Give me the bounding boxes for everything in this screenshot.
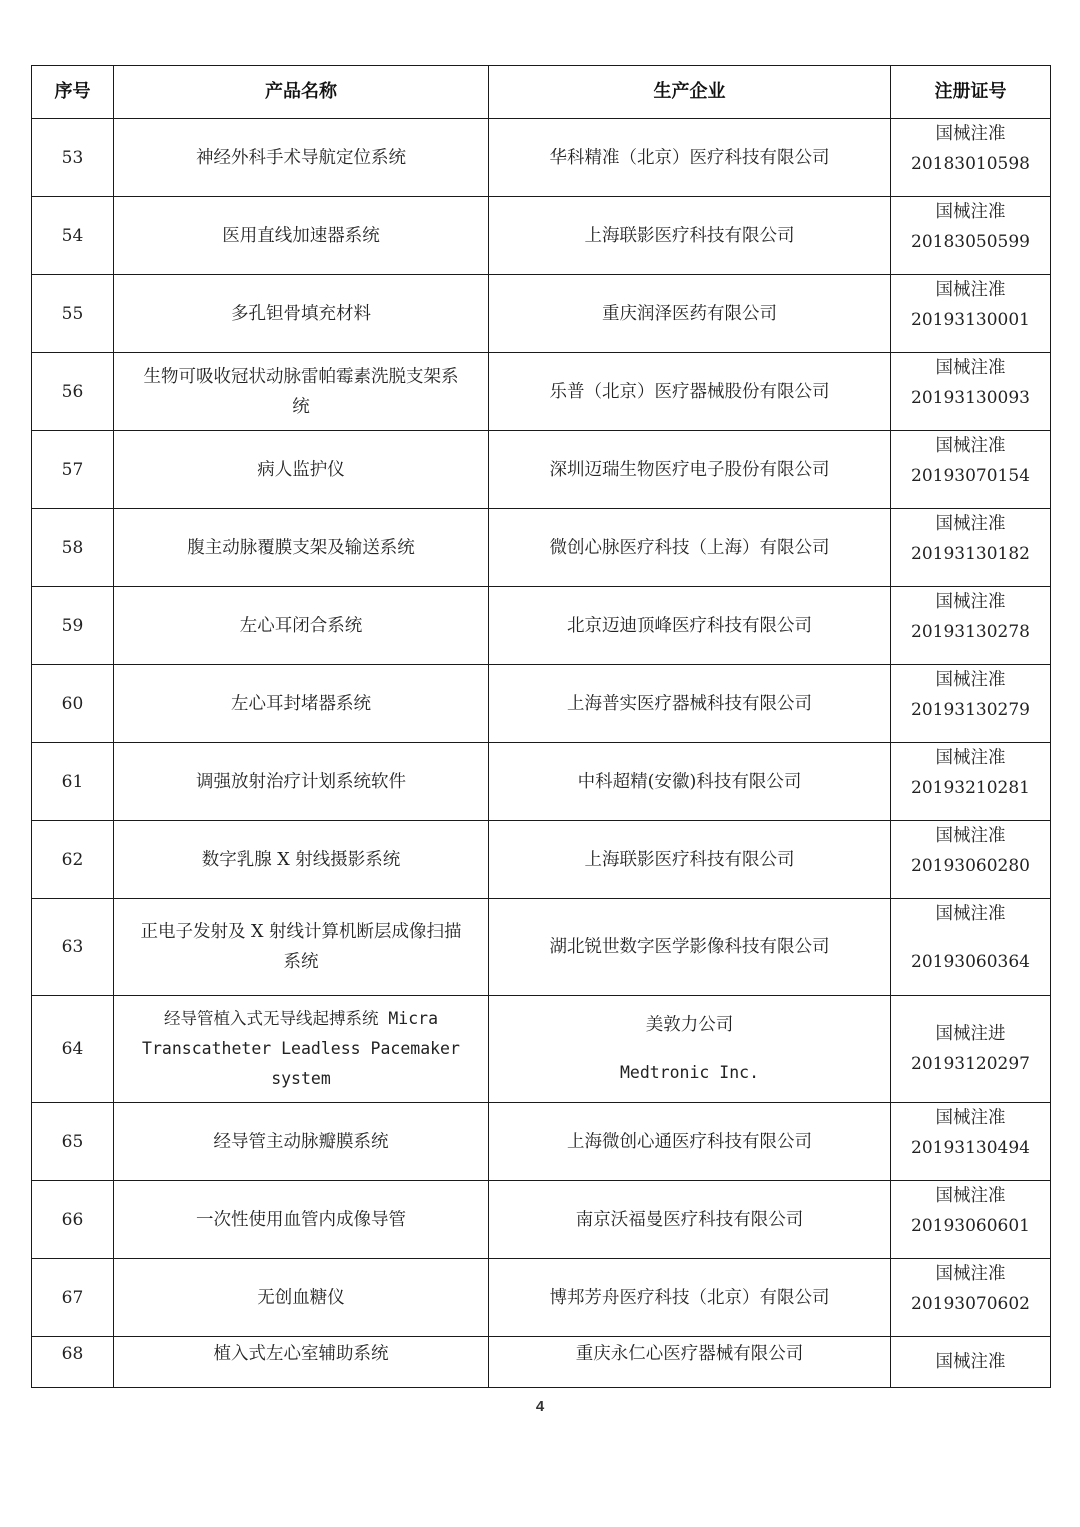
reg-number: 20193130182: [911, 544, 1030, 564]
row-company: 重庆润泽医药有限公司: [489, 275, 891, 353]
reg-prefix: 国械注准: [935, 124, 1006, 144]
table-row: [32, 899, 1051, 996]
table-row: [32, 1259, 1051, 1337]
product-line: 经导管植入式无导线起搏系统 Micra: [163, 1009, 439, 1028]
row-product: [114, 996, 489, 1103]
row-product: 调强放射治疗计划系统软件: [114, 743, 489, 821]
row-seq: 59: [32, 587, 114, 665]
table-row: [32, 509, 1051, 587]
row-seq: 65: [32, 1103, 114, 1181]
table-row: [32, 119, 1051, 197]
row-company: 微创心脉医疗科技（上海）有限公司: [489, 509, 891, 587]
row-reg: [891, 665, 1051, 743]
reg-number: 20193130001: [911, 310, 1030, 330]
table-row: [32, 587, 1051, 665]
row-company: 上海联影医疗科技有限公司: [489, 197, 891, 275]
row-reg: [891, 275, 1051, 353]
row-product: 经导管主动脉瓣膜系统: [114, 1103, 489, 1181]
row-product: 病人监护仪: [114, 431, 489, 509]
reg-prefix: 国械注准: [935, 358, 1006, 378]
reg-number: 20183010598: [911, 154, 1030, 174]
reg-number: 20193060280: [911, 856, 1030, 876]
row-company: 中科超精(安徽)科技有限公司: [489, 743, 891, 821]
row-company: 华科精准（北京）医疗科技有限公司: [489, 119, 891, 197]
reg-number: 20193120297: [911, 1054, 1030, 1074]
row-company: 博邦芳舟医疗科技（北京）有限公司: [489, 1259, 891, 1337]
row-seq: 62: [32, 821, 114, 899]
row-seq: 67: [32, 1259, 114, 1337]
row-seq: 56: [32, 353, 114, 431]
reg-prefix: 国械注准: [935, 670, 1006, 690]
table-header-row: [32, 66, 1051, 119]
row-seq: 63: [32, 899, 114, 996]
table-row: [32, 1337, 1051, 1388]
reg-prefix: 国械注准: [935, 904, 1006, 924]
table-row: [32, 996, 1051, 1103]
product-line: system: [271, 1069, 331, 1088]
page-number: 4: [535, 1398, 545, 1415]
reg-number: 20193070154: [911, 466, 1030, 486]
reg-number: 20183050599: [911, 232, 1030, 252]
row-reg: [891, 509, 1051, 587]
reg-prefix: 国械注准: [935, 436, 1006, 456]
row-reg: [891, 1181, 1051, 1259]
header-company: 生产企业: [489, 66, 891, 119]
reg-prefix: 国械注准: [935, 280, 1006, 300]
row-seq: 54: [32, 197, 114, 275]
row-product: 无创血糖仪: [114, 1259, 489, 1337]
company-line: 美敦力公司: [645, 1015, 734, 1035]
header-product: 产品名称: [114, 66, 489, 119]
product-line: 正电子发射及 X 射线计算机断层成像扫描: [140, 922, 462, 942]
row-company: 深圳迈瑞生物医疗电子股份有限公司: [489, 431, 891, 509]
row-product: 腹主动脉覆膜支架及输送系统: [114, 509, 489, 587]
row-company: 上海微创心通医疗科技有限公司: [489, 1103, 891, 1181]
table-row: [32, 1103, 1051, 1181]
reg-prefix: 国械注准: [935, 826, 1006, 846]
row-seq: 68: [32, 1337, 114, 1388]
row-seq: 57: [32, 431, 114, 509]
row-reg: [891, 821, 1051, 899]
row-seq: 58: [32, 509, 114, 587]
row-reg: [891, 353, 1051, 431]
reg-number: 20193070602: [911, 1294, 1030, 1314]
reg-prefix: 国械注准: [935, 514, 1006, 534]
table-row: [32, 743, 1051, 821]
row-product: [114, 353, 489, 431]
row-product: 多孔钽骨填充材料: [114, 275, 489, 353]
table-row: [32, 665, 1051, 743]
row-company: 上海普实医疗器械科技有限公司: [489, 665, 891, 743]
reg-prefix: 国械注准: [935, 592, 1006, 612]
product-line: 生物可吸收冠状动脉雷帕霉素洗脱支架系: [143, 366, 459, 387]
row-company: 湖北锐世数字医学影像科技有限公司: [489, 899, 891, 996]
row-product: 数字乳腺 X 射线摄影系统: [114, 821, 489, 899]
row-seq: 66: [32, 1181, 114, 1259]
row-reg: [891, 899, 1051, 996]
row-reg: [891, 996, 1051, 1103]
reg-prefix: 国械注准: [935, 202, 1006, 222]
row-company: 乐普（北京）医疗器械股份有限公司: [489, 353, 891, 431]
reg-number: 20193060601: [911, 1216, 1030, 1236]
table-row: [32, 1181, 1051, 1259]
table-row: [32, 353, 1051, 431]
reg-prefix: 国械注准: [935, 1264, 1006, 1284]
row-reg: [891, 1259, 1051, 1337]
table-row: [32, 197, 1051, 275]
row-product: 一次性使用血管内成像导管: [114, 1181, 489, 1259]
reg-prefix: 国械注进: [935, 1024, 1006, 1044]
row-company: 上海联影医疗科技有限公司: [489, 821, 891, 899]
row-company: 北京迈迪顶峰医疗科技有限公司: [489, 587, 891, 665]
company-line: Medtronic Inc.: [619, 1063, 760, 1082]
row-reg: [891, 197, 1051, 275]
header-seq: 序号: [32, 66, 114, 119]
row-company: 南京沃福曼医疗科技有限公司: [489, 1181, 891, 1259]
product-line: 统: [292, 396, 310, 417]
row-reg: 国械注准: [891, 1337, 1051, 1388]
reg-number: 20193130279: [911, 700, 1030, 720]
reg-prefix: 国械注准: [935, 1108, 1006, 1128]
row-seq: 61: [32, 743, 114, 821]
row-product: 左心耳封堵器系统: [114, 665, 489, 743]
row-product: 神经外科手术导航定位系统: [114, 119, 489, 197]
reg-number: 20193210281: [911, 778, 1030, 798]
row-company: 重庆永仁心医疗器械有限公司: [489, 1337, 891, 1388]
row-reg: [891, 119, 1051, 197]
row-reg: [891, 587, 1051, 665]
row-seq: 55: [32, 275, 114, 353]
row-seq: 64: [32, 996, 114, 1103]
product-line: 系统: [283, 952, 319, 972]
product-line: Transcatheter Leadless Pacemaker: [142, 1039, 460, 1058]
row-product: 左心耳闭合系统: [114, 587, 489, 665]
reg-number: 20193130093: [911, 388, 1030, 408]
reg-number: 20193130494: [911, 1138, 1030, 1158]
row-reg: [891, 1103, 1051, 1181]
row-product: [114, 899, 489, 996]
row-product: 医用直线加速器系统: [114, 197, 489, 275]
row-company: [489, 996, 891, 1103]
row-seq: 53: [32, 119, 114, 197]
table-row: [32, 431, 1051, 509]
registration-table: [31, 65, 1051, 1388]
row-reg: [891, 431, 1051, 509]
table-row: [32, 821, 1051, 899]
header-reg: 注册证号: [891, 66, 1051, 119]
reg-number: 20193060364: [911, 952, 1030, 972]
reg-prefix: 国械注准: [935, 1186, 1006, 1206]
reg-prefix: 国械注准: [935, 748, 1006, 768]
row-reg: [891, 743, 1051, 821]
row-product: 植入式左心室辅助系统: [114, 1337, 489, 1388]
row-seq: 60: [32, 665, 114, 743]
reg-number: 20193130278: [911, 622, 1030, 642]
table-row: [32, 275, 1051, 353]
